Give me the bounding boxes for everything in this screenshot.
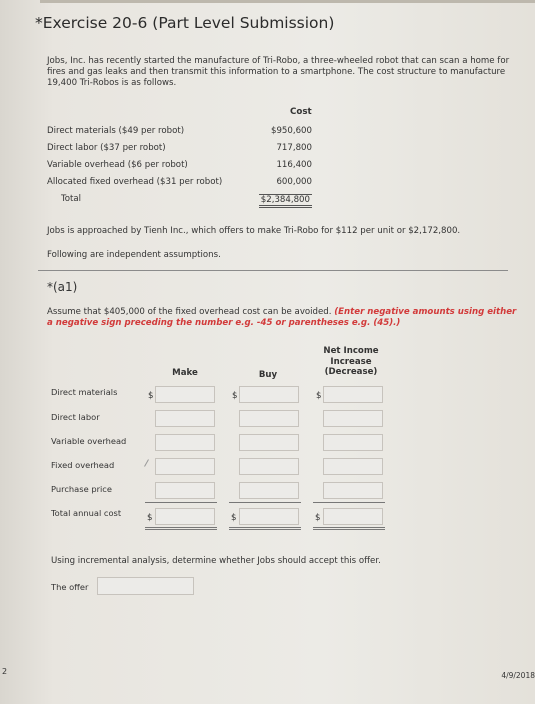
section-divider [38,270,508,271]
net-total-annual-cost-input[interactable] [323,508,383,525]
buy-direct-labor-input[interactable] [239,410,299,427]
cost-column-header: Cost [290,107,312,117]
incremental-question: Using incremental analysis, determine whether Jobs should accept this offer. [51,556,381,566]
assumptions-text: Following are independent assumptions. [47,250,221,260]
row-label-variable-overhead: Variable overhead [51,436,127,446]
cost-total-label: Total [61,194,82,204]
make-fixed-overhead-input[interactable] [155,458,215,475]
column-header-make: Make [172,368,198,378]
entry-hint: (Enter negative amounts using either a negative sign preceding the number e.g. -45 or parentheses e.g. (45).) [47,307,517,328]
currency-symbol: $ [231,513,237,523]
assumption-statement: Assume that $405,000 of the fixed overhead cost can be avoided. [47,307,332,317]
cost-row-value: 600,000 [276,177,312,187]
date-stamp: 4/9/2018 [501,671,535,680]
cost-row-value: $950,600 [270,126,312,136]
currency-symbol: $ [147,513,153,523]
buy-direct-materials-input[interactable] [239,386,299,403]
problem-intro: Jobs, Inc. has recently started the manufacture of Tri-Robo, a three-wheeled robot that can scan a home for fires and gas leaks and then transmit this information to a smartphone. The cost structure to manufacture 19,400 Tri-Robos is as follows. [47,56,510,88]
cost-row-label: Direct labor ($37 per robot) [47,143,166,153]
offer-decision-select[interactable] [97,577,194,595]
cost-row-direct-labor [47,143,312,157]
subtotal-rule [145,502,217,503]
row-label-total-annual-cost: Total annual cost [51,508,122,518]
subtotal-rule [229,502,301,503]
subtotal-rule [313,502,385,503]
make-direct-materials-input[interactable] [155,386,215,403]
row-label-direct-materials: Direct materials [51,387,118,397]
row-label-fixed-overhead: Fixed overhead [51,460,115,470]
cost-row-label: Variable overhead ($6 per robot) [47,160,188,170]
make-direct-labor-input[interactable] [155,410,215,427]
currency-symbol: $ [232,391,238,401]
currency-symbol: $ [148,391,154,401]
row-label-purchase-price: Purchase price [51,484,112,494]
cost-row-value: 116,400 [276,160,312,170]
buy-total-annual-cost-input[interactable] [239,508,299,525]
page-title: *Exercise 20-6 (Part Level Submission) [35,14,335,32]
column-header-buy: Buy [258,370,278,380]
cost-row-value: 717,800 [276,143,312,153]
make-variable-overhead-input[interactable] [155,434,215,451]
cost-row-label: Allocated fixed overhead ($31 per robot) [47,177,223,187]
net-fixed-overhead-input[interactable] [323,458,383,475]
total-double-rule [145,527,217,530]
make-total-annual-cost-input[interactable] [155,508,215,525]
cost-row-variable-overhead [47,160,312,174]
buy-purchase-price-input[interactable] [239,482,299,499]
cost-row-fixed-overhead [47,177,312,191]
cost-row-direct-materials [47,126,312,140]
currency-symbol: $ [315,513,321,523]
make-purchase-price-input[interactable] [155,482,215,499]
buy-variable-overhead-input[interactable] [239,434,299,451]
cost-row-label: Direct materials ($49 per robot) [47,126,185,136]
column-header-net-income: Net Income Increase (Decrease) [323,346,379,377]
total-double-rule [229,527,301,530]
offer-text: Jobs is approached by Tienh Inc., which offers to make Tri-Robo for $112 per unit or $2,172,800. [47,226,461,236]
net-direct-materials-input[interactable] [323,386,383,403]
net-variable-overhead-input[interactable] [323,434,383,451]
buy-fixed-overhead-input[interactable] [239,458,299,475]
currency-symbol: $ [316,391,322,401]
top-border [40,0,535,3]
offer-label: The offer [51,582,89,592]
net-direct-labor-input[interactable] [323,410,383,427]
assumption-text [47,307,517,329]
row-label-direct-labor: Direct labor [51,412,100,422]
total-double-rule [313,527,385,530]
page-number: 2 [2,667,8,676]
net-purchase-price-input[interactable] [323,482,383,499]
cost-row-total [47,194,312,208]
cost-total-value: $2,384,800 [259,194,312,208]
question-label: *(a1) [47,280,78,294]
